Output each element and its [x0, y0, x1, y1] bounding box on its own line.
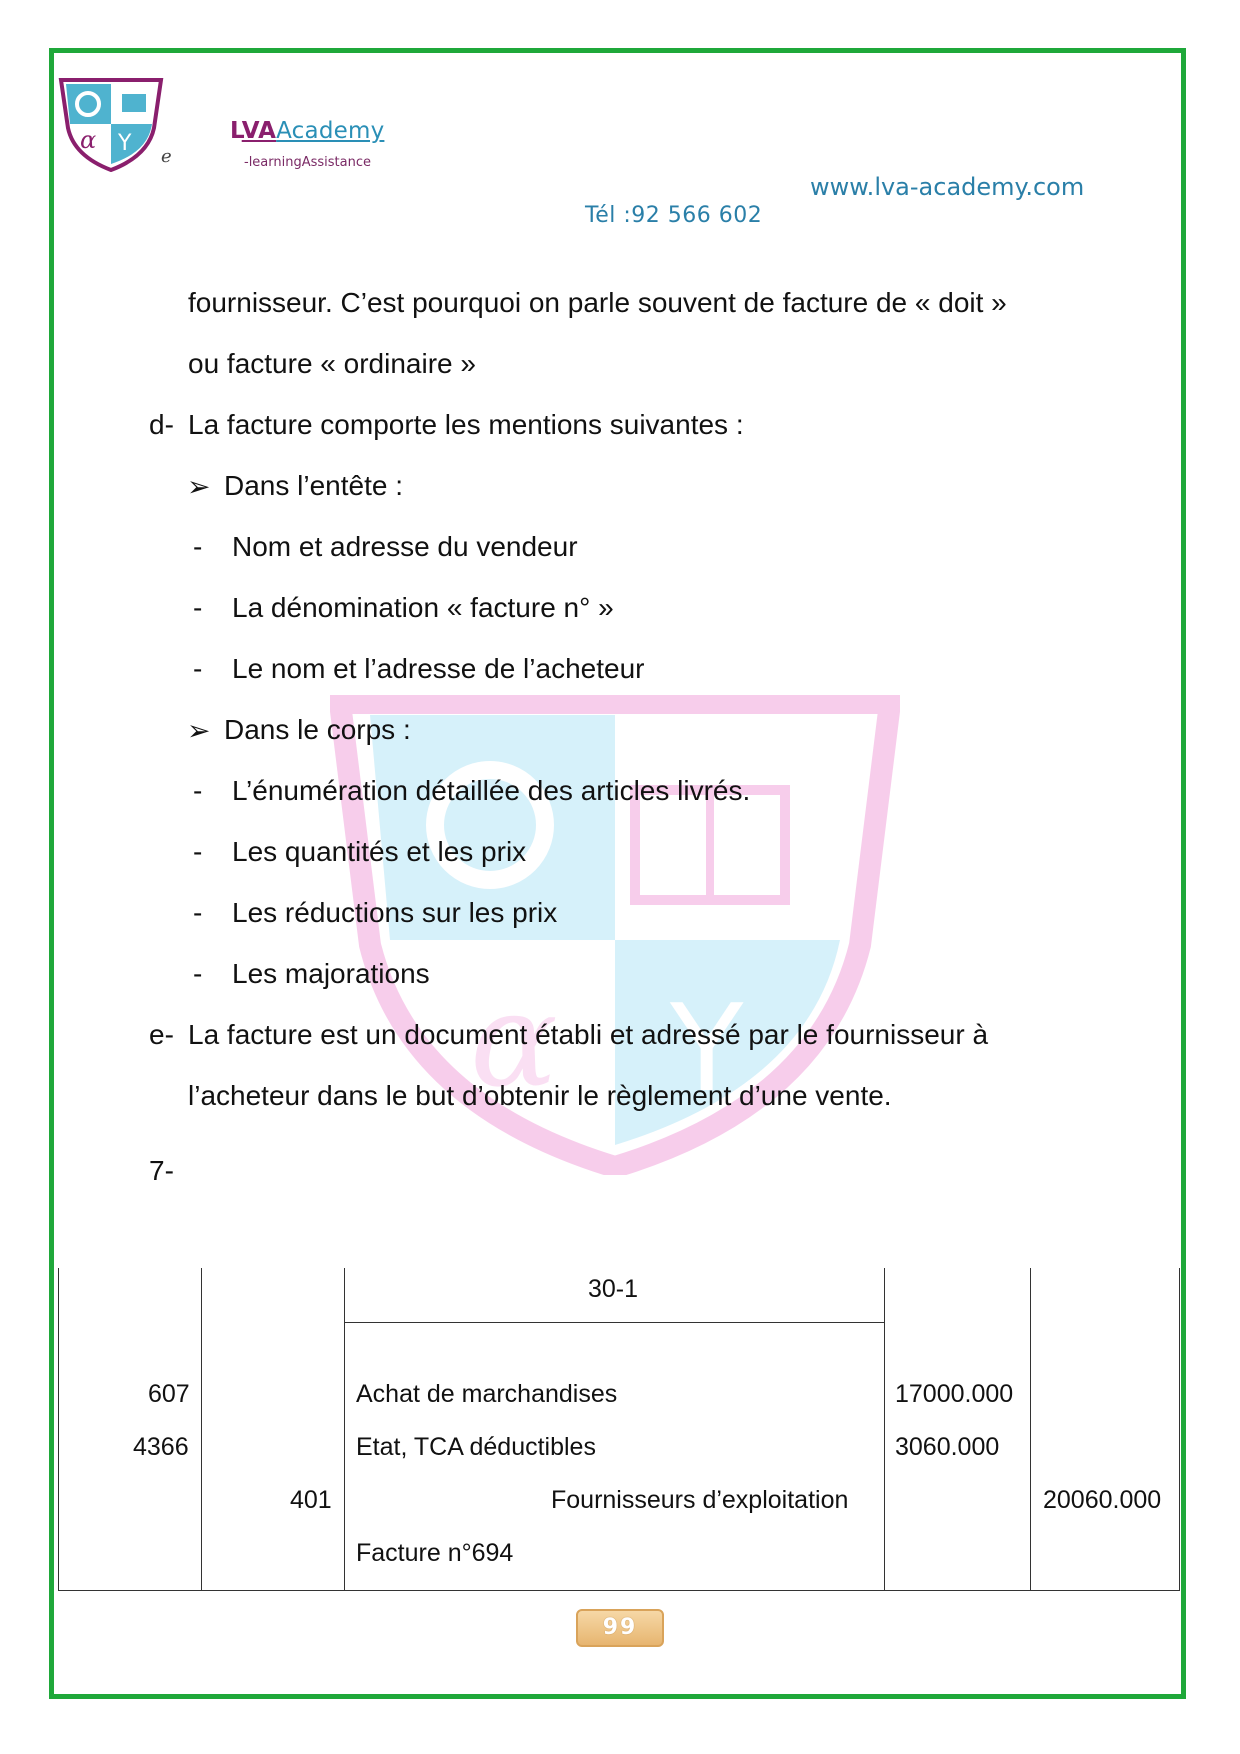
table-bottom-rule [58, 1590, 1180, 1591]
paragraph-line: ou facture « ordinaire » [188, 348, 476, 379]
brand-name [230, 118, 384, 144]
paragraph-line: fournisseur. C’est pourquoi on parle souvent de facture de « doit » [188, 287, 1007, 318]
svg-text:Y: Y [670, 980, 744, 1119]
dash-bullet: - [193, 775, 203, 806]
brand-l: L [230, 118, 242, 144]
table-rule [201, 1268, 202, 1590]
list-item: La dénomination « facture n° » [232, 592, 614, 623]
svg-text:α: α [470, 964, 558, 1116]
list-item: Le nom et l’adresse de l’acheteur [232, 653, 645, 684]
debit-amount: 17000.000 [895, 1380, 1014, 1408]
item-marker: d- [149, 409, 174, 440]
lva-academy-logo [56, 76, 166, 172]
entry-date: 30-1 [588, 1275, 639, 1303]
entry-reference: Facture n°694 [356, 1539, 514, 1567]
credit-account: 401 [290, 1486, 332, 1514]
arrow-bullet-icon: ➢ [187, 471, 211, 502]
list-item: Nom et adresse du vendeur [232, 531, 578, 562]
dash-bullet: - [193, 592, 203, 623]
dash-bullet: - [193, 836, 203, 867]
table-rule [344, 1268, 345, 1590]
paragraph-line: La facture est un document établi et adressé par le fournisseur à [188, 1019, 989, 1050]
debit-account: 607 [148, 1380, 190, 1408]
phone-number: Tél :92 566 602 [585, 203, 763, 228]
logo-letter: e [161, 146, 172, 167]
website-link[interactable]: www.lva-academy.com [810, 173, 1085, 201]
credit-amount: 20060.000 [1043, 1486, 1162, 1514]
date-underline [345, 1322, 885, 1323]
list-item: Les quantités et les prix [232, 836, 527, 867]
list-item: L’énumération détaillée des articles livrés. [232, 775, 751, 806]
dash-bullet: - [193, 531, 203, 562]
subsection-title: Dans l’entête : [224, 470, 403, 501]
list-item: Les réductions sur les prix [232, 897, 558, 928]
entry-label: Etat, TCA déductibles [356, 1433, 596, 1461]
table-rule [1179, 1268, 1180, 1590]
debit-account: 4366 [133, 1433, 189, 1461]
arrow-bullet-icon: ➢ [187, 715, 211, 746]
item-marker: e- [149, 1019, 174, 1050]
brand-academy: Academy [276, 118, 385, 144]
debit-amount: 3060.000 [895, 1433, 1000, 1461]
brand-va: VA [241, 118, 277, 144]
table-rule [1030, 1268, 1031, 1590]
svg-text:Y: Y [118, 131, 132, 156]
question-number: 7- [149, 1155, 174, 1186]
svg-text:α: α [80, 126, 97, 154]
table-rule [58, 1268, 59, 1590]
subsection-title: Dans le corps : [224, 714, 411, 745]
paragraph-line: La facture comporte les mentions suivantes : [188, 409, 744, 440]
entry-label: Achat de marchandises [356, 1380, 618, 1408]
page-number-badge: 99 [576, 1609, 664, 1647]
table-rule [884, 1268, 885, 1590]
dash-bullet: - [193, 958, 203, 989]
dash-bullet: - [193, 897, 203, 928]
paragraph-line: l’acheteur dans le but d’obtenir le règlement d’une vente. [188, 1080, 892, 1111]
entry-label: Fournisseurs d’exploitation [551, 1486, 849, 1514]
list-item: Les majorations [232, 958, 430, 989]
dash-bullet: - [193, 653, 203, 684]
brand-tagline: -learningAssistance [244, 155, 371, 170]
